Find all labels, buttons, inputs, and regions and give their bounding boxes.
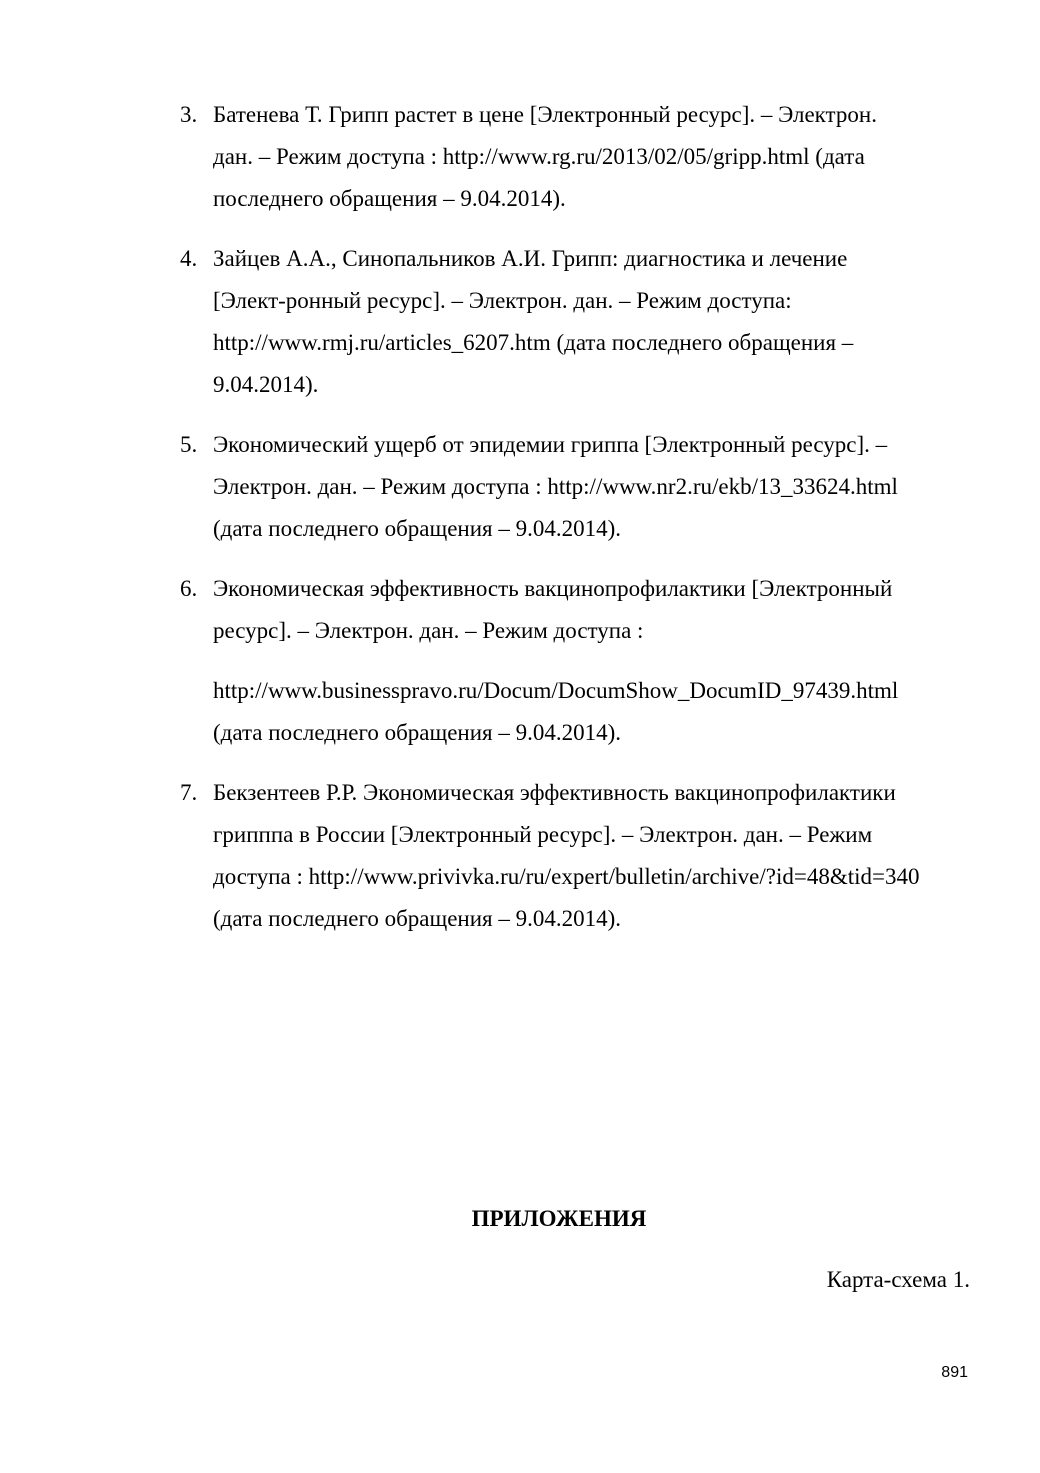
reference-text-line: (дата последнего обращения – 9.04.2014). — [213, 516, 622, 541]
reference-text-line: ресурс]. – Электрон. дан. – Режим доступа : — [213, 618, 644, 643]
reference-text-line: (дата последнего обращения – 9.04.2014). — [213, 720, 622, 745]
reference-text-line: дан. – Режим доступа : http://www.rg.ru/2013/02/05/gripp.html (дата — [213, 144, 865, 169]
reference-text-line: Электрон. дан. – Режим доступа : http://www.nr2.ru/ekb/13_33624.html — [213, 474, 898, 499]
reference-number: 6. — [180, 576, 198, 601]
reference-text-line: 9.04.2014). — [213, 372, 319, 397]
appendix-heading: ПРИЛОЖЕНИЯ — [471, 1206, 647, 1231]
reference-text-line: Батенева Т. Грипп растет в цене [Электронный ресурс]. – Электрон. — [213, 102, 877, 127]
reference-number: 3. — [180, 102, 198, 127]
reference-number: 4. — [180, 246, 198, 271]
reference-text-line: Экономический ущерб от эпидемии гриппа [Электронный ресурс]. – — [213, 432, 888, 457]
reference-number: 7. — [180, 780, 198, 805]
reference-text-line: грипппа в России [Электронный ресурс]. – Электрон. дан. – Режим — [213, 822, 873, 847]
appendix-caption: Карта-схема 1. — [826, 1267, 970, 1292]
reference-text-line: (дата последнего обращения – 9.04.2014). — [213, 906, 622, 931]
reference-text-line: последнего обращения – 9.04.2014). — [213, 186, 566, 211]
reference-text-line: Бекзентеев Р.Р. Экономическая эффективность вакцинопрофилактики — [213, 780, 896, 805]
reference-text-line: Зайцев А.А., Синопальников А.И. Грипп: диагностика и лечение — [213, 246, 848, 271]
page-number: 891 — [941, 1364, 968, 1381]
reference-text-line: [Элект-ронный ресурс]. – Электрон. дан. – Режим доступа: — [213, 288, 792, 313]
reference-text-line: Экономическая эффективность вакцинопрофилактики [Электронный — [213, 576, 893, 601]
reference-text-line: http://www.rmj.ru/articles_6207.htm (дата последнего обращения – — [213, 330, 854, 355]
reference-number: 5. — [180, 432, 198, 457]
reference-text-line: http://www.businesspravo.ru/Docum/DocumShow_DocumID_97439.html — [213, 678, 899, 703]
reference-text-line: доступа : http://www.privivka.ru/ru/expert/bulletin/archive/?id=48&tid=340 — [213, 864, 920, 889]
